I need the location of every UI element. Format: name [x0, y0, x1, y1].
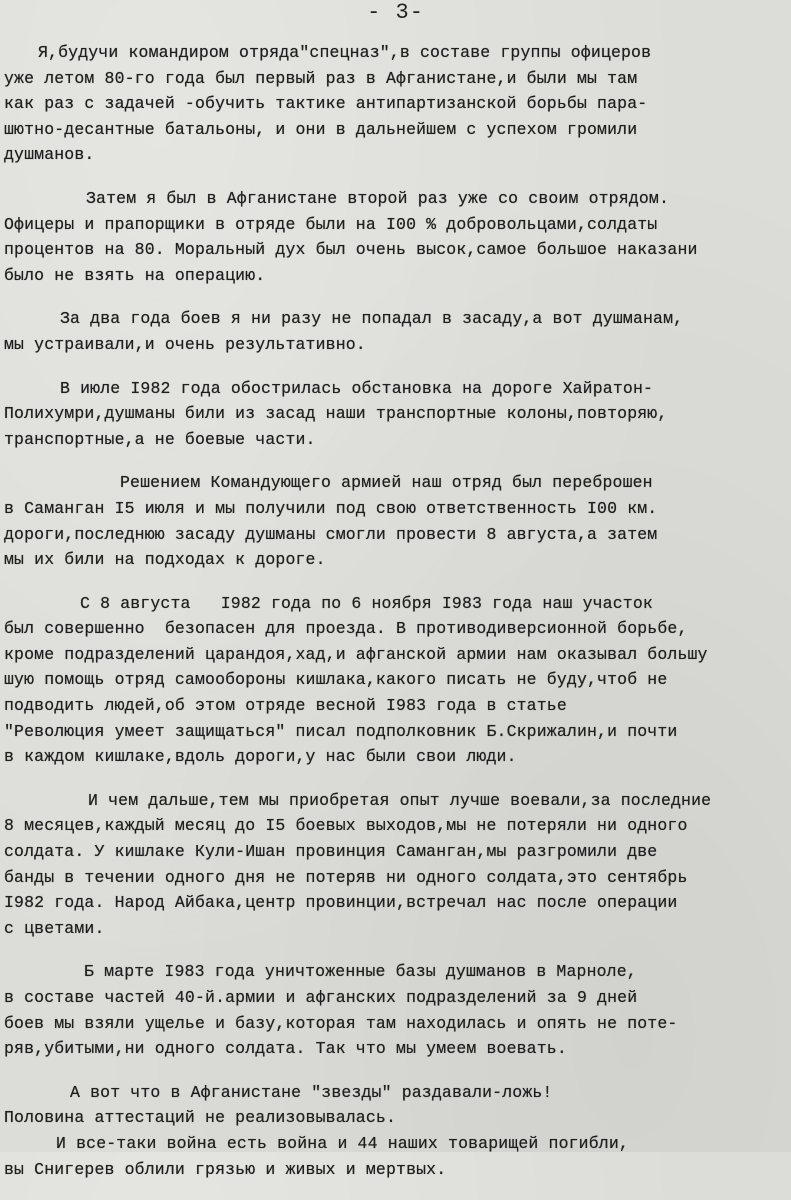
- paragraph: [0, 591, 791, 770]
- text-line: шютно-десантные батальоны, и они в дальнейшем с успехом громили: [4, 119, 638, 139]
- paragraph: [0, 376, 791, 453]
- text-line: мы их били на подходах к дороге.: [4, 550, 326, 570]
- text-line: В июле I982 года обострилась обстановка на дороге Хайратон-: [60, 378, 654, 398]
- paragraph: [0, 470, 791, 572]
- text-line: вы Снигерев облили грязью и живых и мертвых.: [4, 1159, 447, 1179]
- text-line: Полихумри,душманы били из засад наши транспортные колоны,повторяю,: [4, 404, 668, 424]
- text-line: ряв,убитыми,ни одного солдата. Так что мы умеем воевать.: [4, 1039, 567, 1059]
- text-line: с цветами.: [4, 918, 105, 938]
- text-line: И все-таки война есть война и 44 наших товарищей погибли,: [56, 1133, 629, 1153]
- page-number: - 3-: [367, 0, 424, 25]
- text-line: А вот что в Афганистане "звезды" раздавали-ложь!: [70, 1082, 553, 1102]
- text-line: I982 года. Народ Айбака,центр провинции,встречал нас после операции: [4, 893, 678, 913]
- text-line: Половина аттестаций не реализовывалась.: [4, 1108, 397, 1128]
- text-line: подводить людей,об этом отряде весной I983 года в статье: [4, 696, 567, 716]
- text-line: процентов на 80. Моральный дух был очень высок,самое большое наказани: [4, 240, 698, 260]
- text-line: Затем я был в Афганистане второй раз уже со своим отрядом.: [86, 188, 669, 208]
- text-line: Я,будучи командиром отряда"спецназ",в составе группы офицеров: [38, 43, 652, 62]
- text-line: 8 месяцев,каждый месяц до I5 боевых выходов,мы не потеряли ни одного: [4, 816, 688, 836]
- text-line: уже летом 80-го года был первый раз в Афганистане,и были мы там: [4, 68, 638, 88]
- text-line: в каждом кишлаке,вдоль дороги,у нас были свои люди.: [4, 747, 517, 767]
- paragraph: [0, 959, 791, 1061]
- paragraph: [0, 306, 791, 357]
- paragraph: [0, 40, 791, 168]
- text-line: душманов.: [4, 145, 95, 165]
- text-line: И чем дальше,тем мы приобретая опыт лучше воевали,за последние: [88, 790, 712, 810]
- text-line: За два года боев я ни разу не попадал в засаду,а вот душманам,: [60, 309, 684, 329]
- text-line: было не взять на операцию.: [4, 265, 266, 285]
- text-line: мы устраивали,и очень результативно.: [4, 334, 366, 354]
- text-line: транспортные,а не боевые части.: [4, 429, 316, 449]
- text-line: как раз с задачей -обучить тактике антипартизанской борьбы пара-: [4, 94, 648, 114]
- paragraph: [0, 186, 791, 288]
- text-line: солдата. У кишлаке Кули-Ишан провинция Саманган,мы разгромили две: [4, 842, 658, 862]
- text-line: Офицеры и прапорщики в отряде были на I00 % добровольцами,солдаты: [4, 214, 658, 234]
- text-line: боев мы взяли ущелье и базу,которая там находилась и опять не поте-: [4, 1013, 678, 1033]
- paragraph: [0, 788, 791, 942]
- text-line: Решением Командующего армией наш отряд был переброшен: [120, 473, 653, 493]
- text-line: шую помощь отряд самообороны кишлака,какого писать не буду,чтоб не: [4, 670, 668, 690]
- text-line: в составе частей 40-й.армии и афганских подразделений за 9 дней: [4, 988, 638, 1007]
- text-line: в Саманган I5 июля и мы получили под свою ответственность I00 км.: [4, 498, 658, 518]
- text-line: банды в течении одного дня не потеряв ни одного солдата,это сентябрь: [4, 867, 688, 887]
- text-line: С 8 августа I982 года по 6 ноября I983 года наш участок: [80, 593, 653, 613]
- text-line: Б марте I983 года уничтоженные базы душманов в Марноле,: [84, 962, 637, 982]
- text-line: дороги,последнюю засаду душманы смогли провести 8 августа,а затем: [4, 524, 658, 544]
- text-line: "Революция умеет защищаться" писал подполковник Б.Скрижалин,и почти: [4, 721, 678, 741]
- text-line: был совершенно безопасен для проезда. В противодиверсионной борьбе,: [4, 619, 688, 639]
- text-line: кроме подразделений царандоя,хад,и афганской армии нам оказывал большу: [4, 644, 708, 664]
- paragraph: [0, 1080, 791, 1182]
- document-body: [0, 40, 791, 1200]
